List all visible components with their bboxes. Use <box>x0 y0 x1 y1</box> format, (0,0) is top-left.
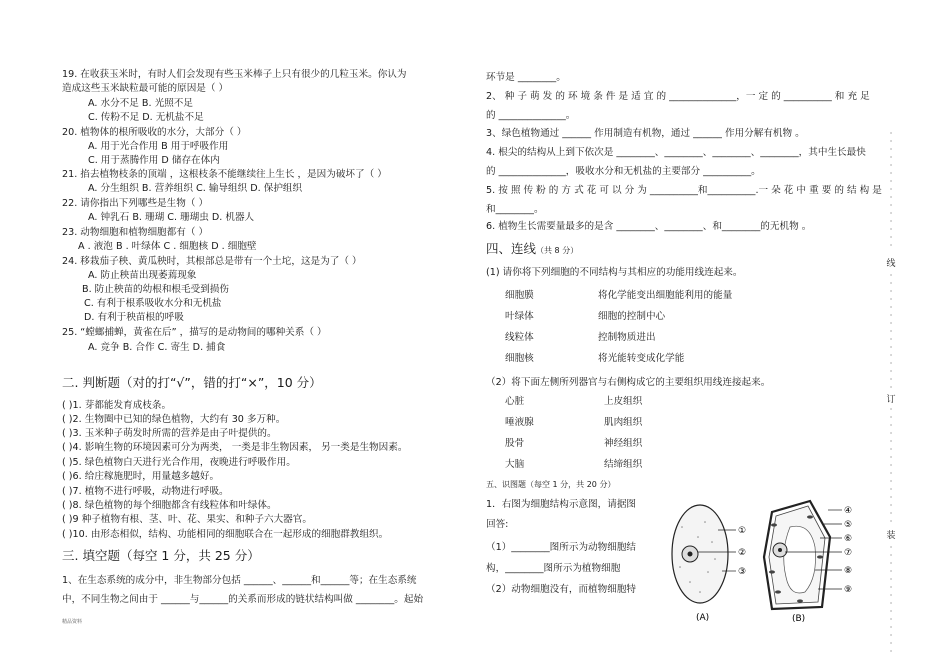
margin-dot: · <box>889 193 893 202</box>
question-line: A. 钟乳石 B. 珊瑚 C. 珊瑚虫 D. 机器人 <box>88 212 255 223</box>
judge-item: ( )4. 影响生物的环境因素可分为两类， 一类是非生物因素， 另一类是生物因素。 <box>62 442 408 453</box>
pic-q1-line2: 回答: <box>486 519 509 530</box>
margin-dot: · <box>889 233 893 242</box>
link-right-item: 神经组织 <box>604 438 643 449</box>
margin-dot: · <box>889 421 893 430</box>
margin-dot: · <box>889 493 893 502</box>
margin-dot: · <box>889 241 893 250</box>
label-num-4: ④ <box>844 506 853 516</box>
margin-dot: · <box>889 217 893 226</box>
margin-dot: · <box>889 437 893 446</box>
link-left-item: 心脏 <box>505 396 525 407</box>
link-left-item: 大脑 <box>505 459 525 470</box>
link-title <box>486 242 578 257</box>
label-num-1: ① <box>738 526 747 536</box>
margin-dot: · <box>889 639 893 648</box>
margin-dot: · <box>889 295 893 304</box>
margin-dot: · <box>889 517 893 526</box>
footer-label: 精品资料 <box>62 619 83 625</box>
question-line: 23. 动物细胞和植物细胞都有（ ） <box>62 227 209 238</box>
margin-dot: · <box>889 287 893 296</box>
margin-dot: · <box>889 145 893 154</box>
margin-dot: · <box>889 209 893 218</box>
judge-item: ( )9 种子植物有根、茎、叶、花、果实、和种子六大器官。 <box>62 514 312 525</box>
margin-dot: · <box>889 567 893 576</box>
margin-dot: · <box>889 225 893 234</box>
label-b: (B) <box>792 614 806 624</box>
margin-dot: · <box>889 501 893 510</box>
plant-vacuole <box>784 526 816 593</box>
fill-line: 的 ______________。 <box>486 110 576 121</box>
margin-dot: · <box>889 615 893 624</box>
margin-dot: · <box>889 383 893 392</box>
pic-q1-line5: （2）动物细胞没有，而植物细胞特 <box>486 584 637 595</box>
judge-item: ( )1. 芽都能发育成枝条。 <box>62 400 172 411</box>
question-line: A. 防止秧苗出现萎蔫现象 <box>88 270 197 281</box>
question-line: A. 用于光合作用 B 用于呼吸作用 <box>88 141 229 152</box>
fill-q1-line1: 1、在生态系统的成分中，非生物部分包括 ______、______和______等；在生态系统 <box>62 575 417 586</box>
fill-line: 2、 种 子 萌 发 的 环 境 条 件 是 适 宜 的 ______________，一 定 的 __________ 和 充 足 <box>486 91 870 102</box>
margin-dot: · <box>889 271 893 280</box>
margin-dot: · <box>889 169 893 178</box>
margin-dot: · <box>889 375 893 384</box>
margin-dot: · <box>889 469 893 478</box>
margin-dot: · <box>889 311 893 320</box>
fill-line: 的 ______________，吸收水分和无机盐的主要部分 __________。 <box>486 166 761 177</box>
margin-dot: · <box>889 303 893 312</box>
margin-dot: · <box>889 405 893 414</box>
label-num-6: ⑥ <box>844 534 853 544</box>
margin-dot: · <box>889 137 893 146</box>
question-line: A . 液泡 B . 叶绿体 C . 细胞核 D . 细胞壁 <box>78 241 257 252</box>
link-right-item: 肌肉组织 <box>604 417 643 428</box>
judge-item: ( )2. 生物圈中已知的绿色植物，大约有 30 多万种。 <box>62 414 286 425</box>
margin-dot: · <box>889 647 893 656</box>
question-line: A. 水分不足 B. 光照不足 <box>88 98 193 109</box>
judge-item: ( )5. 绿色植物白天进行光合作用，夜晚进行呼吸作用。 <box>62 457 296 468</box>
question-line: A. 分生组织 B. 营养组织 C. 输导组织 D. 保护组织 <box>88 183 303 194</box>
margin-dot: · <box>889 445 893 454</box>
fill-line: 3、绿色植物通过 ______ 作用制造有机物，通过 ______ 作用分解有机物 。 <box>486 128 805 139</box>
margin-dot: · <box>889 351 893 360</box>
link-left-item: 线粒体 <box>505 332 534 343</box>
fill-line: 环节是 ________。 <box>486 72 566 83</box>
question-line: D. 有利于秧苗根的呼吸 <box>84 312 184 323</box>
label-a: (A) <box>696 613 710 623</box>
pic-q1-line4: 构，________图所示为植物细胞 <box>486 563 621 574</box>
judge-item: ( )7. 植物不进行呼吸，动物进行呼吸。 <box>62 486 229 497</box>
label-num-5: ⑤ <box>844 520 853 530</box>
label-num-3: ③ <box>738 567 747 577</box>
question-line: B. 防止秧苗的幼根和根毛受到损伤 <box>82 284 229 295</box>
margin-dot: · <box>889 591 893 600</box>
pic-title: 五、识图题（每空 1 分，共 20 分） <box>486 480 616 489</box>
label-num-7: ⑦ <box>844 548 853 558</box>
margin-dot: · <box>889 335 893 344</box>
fill-q1-line2: 中，不同生物之间由于 ______与______的关系而形成的链状结构叫做 ________。起始 <box>62 594 424 605</box>
margin-dot: · <box>889 129 893 138</box>
judge-item: ( )8. 绿色植物的每个细胞都含有线粒体和叶绿体。 <box>62 500 277 511</box>
animal-cell-membrane <box>672 505 728 603</box>
question-line: 25. “螳螂捕蝉，黄雀在后” ，描写的是动物间的哪种关系（ ） <box>62 327 327 338</box>
label-num-8: ⑧ <box>844 566 853 576</box>
margin-dot: · <box>889 623 893 632</box>
link-left-item: 叶绿体 <box>505 311 534 322</box>
margin-dot: · <box>889 185 893 194</box>
margin-dot: · <box>889 359 893 368</box>
margin-xian: 线 <box>886 259 896 269</box>
fill-title: 三. 填空题（每空 1 分，共 25 分） <box>62 548 260 563</box>
margin-dot: · <box>889 509 893 518</box>
margin-zhuang: 装 <box>886 531 896 541</box>
judge-title: 二. 判断题（对的打“√”，错的打“×”，10 分） <box>62 375 322 390</box>
margin-dot: · <box>889 477 893 486</box>
pic-q1-line3: （1）________图所示为动物细胞结 <box>486 542 637 553</box>
link-q2: （2）将下面左侧所列器官与右侧构成它的主要组织用线连接起来。 <box>486 377 771 388</box>
link-left-item: 细胞核 <box>505 353 534 364</box>
cell-diagram <box>660 497 860 627</box>
margin-dot: · <box>889 583 893 592</box>
link-right-item: 细胞的控制中心 <box>598 311 666 322</box>
judge-item: ( )3. 玉米种子萌发时所需的营养是由子叶提供的。 <box>62 428 277 439</box>
margin-dot: · <box>889 559 893 568</box>
question-line: 造成这些玉米缺粒最可能的原因是（ ） <box>62 83 229 94</box>
link-left-item: 股骨 <box>505 438 525 449</box>
fill-line: 6. 植物生长需要量最多的是含 ________、________、和________的无机物 。 <box>486 221 812 232</box>
margin-dot: · <box>889 153 893 162</box>
margin-dot: · <box>889 367 893 376</box>
margin-dot: · <box>889 161 893 170</box>
margin-dot: · <box>889 575 893 584</box>
label-num-2: ② <box>738 548 747 558</box>
margin-dot: · <box>889 177 893 186</box>
margin-dot: · <box>889 343 893 352</box>
link-right-item: 将化学能变出细胞能利用的能量 <box>598 290 733 301</box>
question-line: 20. 植物体的根所吸收的水分，大部分（ ） <box>62 127 247 138</box>
margin-dot: · <box>889 201 893 210</box>
link-right-item: 将光能转变成化学能 <box>598 353 685 364</box>
margin-dot: · <box>889 631 893 640</box>
margin-dot: · <box>889 453 893 462</box>
question-line: C. 传粉不足 D. 无机盐不足 <box>88 112 204 123</box>
judge-item: ( )10. 由形态相似，结构、功能相同的细胞联合在一起形成的细胞群教组织。 <box>62 529 389 540</box>
margin-dot: · <box>889 599 893 608</box>
link-q1: (1) 请你将下列细胞的不同结构与其相应的功能用线连起来。 <box>486 267 743 278</box>
link-right-item: 上皮组织 <box>604 396 643 407</box>
question-line: 19. 在收获玉米时，有时人们会发现有些玉米棒子上只有很少的几粒玉米。你认为 <box>62 69 407 80</box>
margin-dot: · <box>889 319 893 328</box>
link-right-item: 结缔组织 <box>604 459 643 470</box>
link-title-score: （共 8 分） <box>536 246 579 255</box>
link-left-item: 细胞膜 <box>505 290 534 301</box>
question-line: A. 竞争 B. 合作 C. 寄生 D. 捕食 <box>88 342 226 353</box>
question-line: C. 有利于根系吸收水分和无机盐 <box>84 298 222 309</box>
margin-dot: · <box>889 279 893 288</box>
margin-dot: · <box>889 607 893 616</box>
margin-dot: · <box>889 429 893 438</box>
margin-dot: · <box>889 413 893 422</box>
fill-line: 和________。 <box>486 204 544 215</box>
link-right-item: 控制物质进出 <box>598 332 656 343</box>
fill-line: 4. 根尖的结构从上到下依次是 ________、________、________、________，其中生长最快 <box>486 147 866 158</box>
pic-q1-line1: 1．右图为细胞结构示意图，请据图 <box>486 499 637 510</box>
margin-dot: · <box>889 461 893 470</box>
judge-item: ( )6. 给庄稼施肥时，用量越多越好。 <box>62 471 220 482</box>
margin-dot: · <box>889 543 893 552</box>
margin-ding: 订 <box>886 395 896 405</box>
margin-dot: · <box>889 551 893 560</box>
fill-line: 5. 按 照 传 粉 的 方 式 花 可 以 分 为 __________和__________.一 朵 花 中 重 要 的 结 构 是 <box>486 185 882 196</box>
label-num-9: ⑨ <box>844 585 853 595</box>
question-line: C. 用于蒸腾作用 D 储存在体内 <box>88 155 220 166</box>
link-title-text: 四、连线 <box>486 241 537 256</box>
question-line: 21. 掐去植物枝条的顶端 ，这根枝条不能继续往上生长 ，是因为破坏了（ ） <box>62 169 387 180</box>
question-line: 24. 移栽茄子秧、黄瓜秧时，其根部总是带有一个土坨，这是为了（ ） <box>62 256 362 267</box>
margin-dot: · <box>889 327 893 336</box>
question-line: 22. 请你指出下列哪些是生物（ ） <box>62 198 209 209</box>
link-left-item: 唾液腺 <box>505 417 534 428</box>
margin-dot: · <box>889 485 893 494</box>
